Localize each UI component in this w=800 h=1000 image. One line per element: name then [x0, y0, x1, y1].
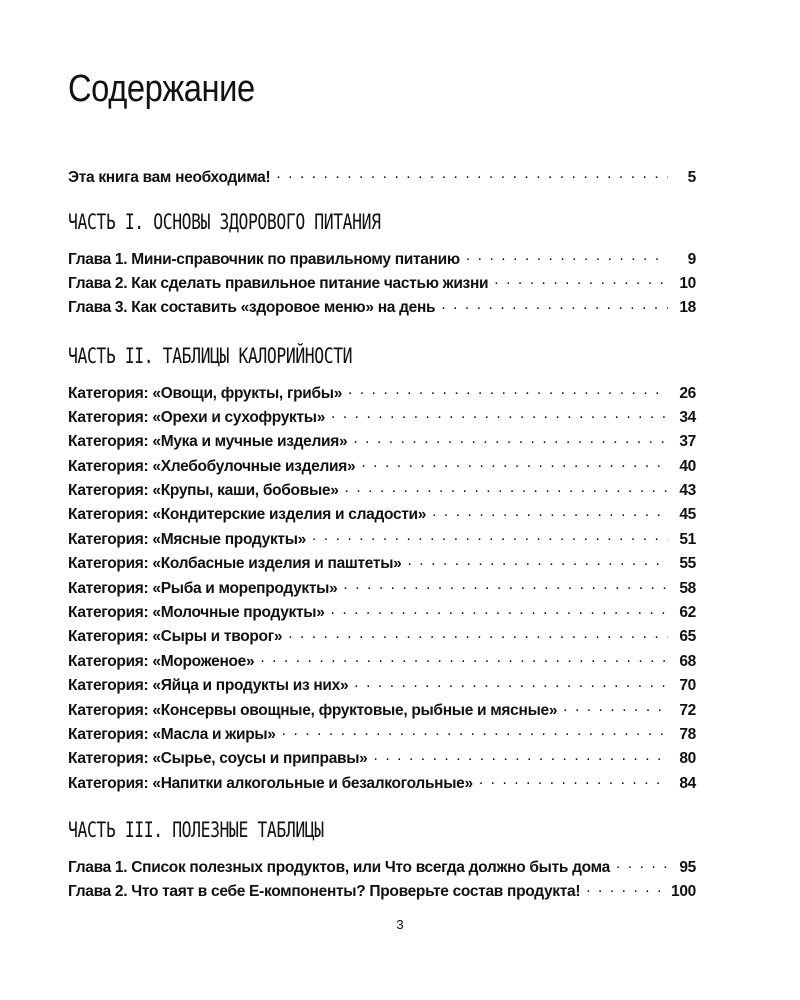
toc-part-2	[68, 382, 696, 797]
toc-entry-page: 65	[679, 628, 696, 646]
dot-leader	[286, 626, 668, 642]
toc-entry[interactable]	[68, 880, 696, 904]
toc-entry[interactable]	[68, 626, 696, 650]
toc-entry-label: Глава 2. Как сделать правильное питание частью жизни	[68, 274, 489, 292]
dot-leader	[341, 577, 668, 593]
dot-leader	[372, 748, 668, 764]
dot-leader	[405, 553, 668, 569]
toc-entry-page: 34	[679, 408, 696, 426]
toc-entry-label: Категория: «Яйца и продукты из них»	[68, 677, 349, 695]
dot-leader	[343, 480, 668, 496]
toc-entry-label: Категория: «Кондитерские изделия и сладости»	[68, 506, 427, 524]
toc-entry-page: 70	[679, 677, 696, 695]
dot-leader	[329, 406, 668, 422]
toc-entry[interactable]	[68, 248, 696, 272]
toc-entry-page: 26	[679, 384, 696, 402]
part-2-heading: ЧАСТЬ II. ТАБЛИЦЫ КАЛОРИЙНОСТИ	[68, 344, 353, 368]
toc-entry-label: Категория: «Мороженое»	[68, 652, 255, 670]
toc-entry[interactable]	[68, 166, 696, 190]
toc-entry[interactable]	[68, 297, 696, 321]
toc-entry[interactable]	[68, 504, 696, 528]
toc-entry[interactable]	[68, 772, 696, 796]
toc-entry-page: 80	[679, 750, 696, 768]
dot-leader	[310, 528, 668, 544]
toc-entry[interactable]	[68, 272, 696, 296]
toc-entry-page: 68	[679, 652, 696, 670]
toc-entry-label: Эта книга вам необходима!	[68, 168, 271, 186]
toc-entry-page: 95	[679, 858, 696, 876]
toc-entry-label: Категория: «Овощи, фрукты, грибы»	[68, 384, 343, 402]
toc-entry[interactable]	[68, 577, 696, 601]
toc-entry[interactable]	[68, 748, 696, 772]
dot-leader	[274, 166, 668, 182]
toc-entry-page: 18	[679, 299, 696, 317]
dot-leader	[359, 455, 668, 471]
part-1-heading: ЧАСТЬ I. ОСНОВЫ ЗДОРОВОГО ПИТАНИЯ	[68, 210, 381, 234]
toc-entry-page: 72	[679, 701, 696, 719]
toc-entry-label: Категория: «Крупы, каши, бобовые»	[68, 482, 339, 500]
toc-entry-label: Категория: «Рыба и морепродукты»	[68, 579, 338, 597]
toc-entry[interactable]	[68, 431, 696, 455]
dot-leader	[329, 602, 668, 618]
toc-entry-label: Категория: «Хлебобулочные изделия»	[68, 457, 356, 475]
dot-leader	[430, 504, 668, 520]
toc-entry-page: 84	[679, 774, 696, 792]
toc-part-3	[68, 856, 696, 905]
toc-entry[interactable]	[68, 480, 696, 504]
toc-entry-page: 58	[679, 579, 696, 597]
toc-entry-label: Глава 1. Мини-справочник по правильному питанию	[68, 250, 460, 268]
toc-entry[interactable]	[68, 528, 696, 552]
toc-entry[interactable]	[68, 553, 696, 577]
toc-entry-page: 10	[679, 274, 696, 292]
toc-entry-page: 100	[671, 882, 696, 900]
dot-leader	[477, 772, 668, 788]
page-number: 3	[396, 917, 404, 932]
toc-entry-label: Категория: «Сыры и творог»	[68, 628, 283, 646]
toc-intro	[68, 166, 696, 190]
toc-entry-page: 43	[679, 482, 696, 500]
toc-entry[interactable]	[68, 856, 696, 880]
toc-entry-page: 40	[679, 457, 696, 475]
dot-leader	[352, 675, 668, 691]
toc-entry-label: Категория: «Орехи и сухофрукты»	[68, 408, 326, 426]
dot-leader	[258, 650, 668, 666]
toc-entry-page: 62	[679, 604, 696, 622]
part-3-heading: ЧАСТЬ III. ПОЛЕЗНЫЕ ТАБЛИЦЫ	[68, 818, 324, 842]
toc-entry-page: 5	[687, 168, 696, 186]
toc-entry[interactable]	[68, 455, 696, 479]
toc-entry[interactable]	[68, 382, 696, 406]
page-title: Содержание	[68, 68, 255, 110]
toc-entry[interactable]	[68, 406, 696, 430]
toc-entry-page: 78	[679, 725, 696, 743]
toc-entry-label: Категория: «Сырье, соусы и приправы»	[68, 750, 368, 768]
toc-entry[interactable]	[68, 699, 696, 723]
toc-entry-page: 55	[679, 555, 696, 573]
dot-leader	[464, 248, 668, 264]
toc-entry-label: Категория: «Консервы овощные, фруктовые, рыбные и мясные»	[68, 701, 558, 719]
toc-entry-label: Глава 3. Как составить «здоровое меню» на день	[68, 299, 436, 317]
dot-leader	[439, 297, 668, 313]
toc-entry-page: 51	[679, 530, 696, 548]
toc-entry-page: 37	[679, 433, 696, 451]
dot-leader	[614, 856, 668, 872]
dot-leader	[561, 699, 668, 715]
dot-leader	[351, 431, 668, 447]
toc-entry-page: 45	[679, 506, 696, 524]
toc-entry-label: Глава 2. Что таят в себе Е-компоненты? Проверьте состав продукта!	[68, 882, 581, 900]
toc-entry[interactable]	[68, 723, 696, 747]
toc-entry[interactable]	[68, 650, 696, 674]
toc-entry-label: Категория: «Колбасные изделия и паштеты»	[68, 555, 402, 573]
toc-entry-label: Категория: «Молочные продукты»	[68, 604, 325, 622]
toc-entry[interactable]	[68, 602, 696, 626]
toc-entry[interactable]	[68, 675, 696, 699]
toc-entry-label: Категория: «Напитки алкогольные и безалкогольные»	[68, 774, 473, 792]
toc-entry-label: Категория: «Мука и мучные изделия»	[68, 433, 348, 451]
dot-leader	[584, 880, 665, 896]
dot-leader	[280, 723, 668, 739]
toc-entry-label: Глава 1. Список полезных продуктов, или Что всегда должно быть дома	[68, 858, 610, 876]
toc-entry-label: Категория: «Масла и жиры»	[68, 725, 276, 743]
toc-entry-label: Категория: «Мясные продукты»	[68, 530, 306, 548]
dot-leader	[346, 382, 668, 398]
toc-part-1	[68, 248, 696, 321]
toc-entry-page: 9	[687, 250, 696, 268]
dot-leader	[492, 272, 668, 288]
